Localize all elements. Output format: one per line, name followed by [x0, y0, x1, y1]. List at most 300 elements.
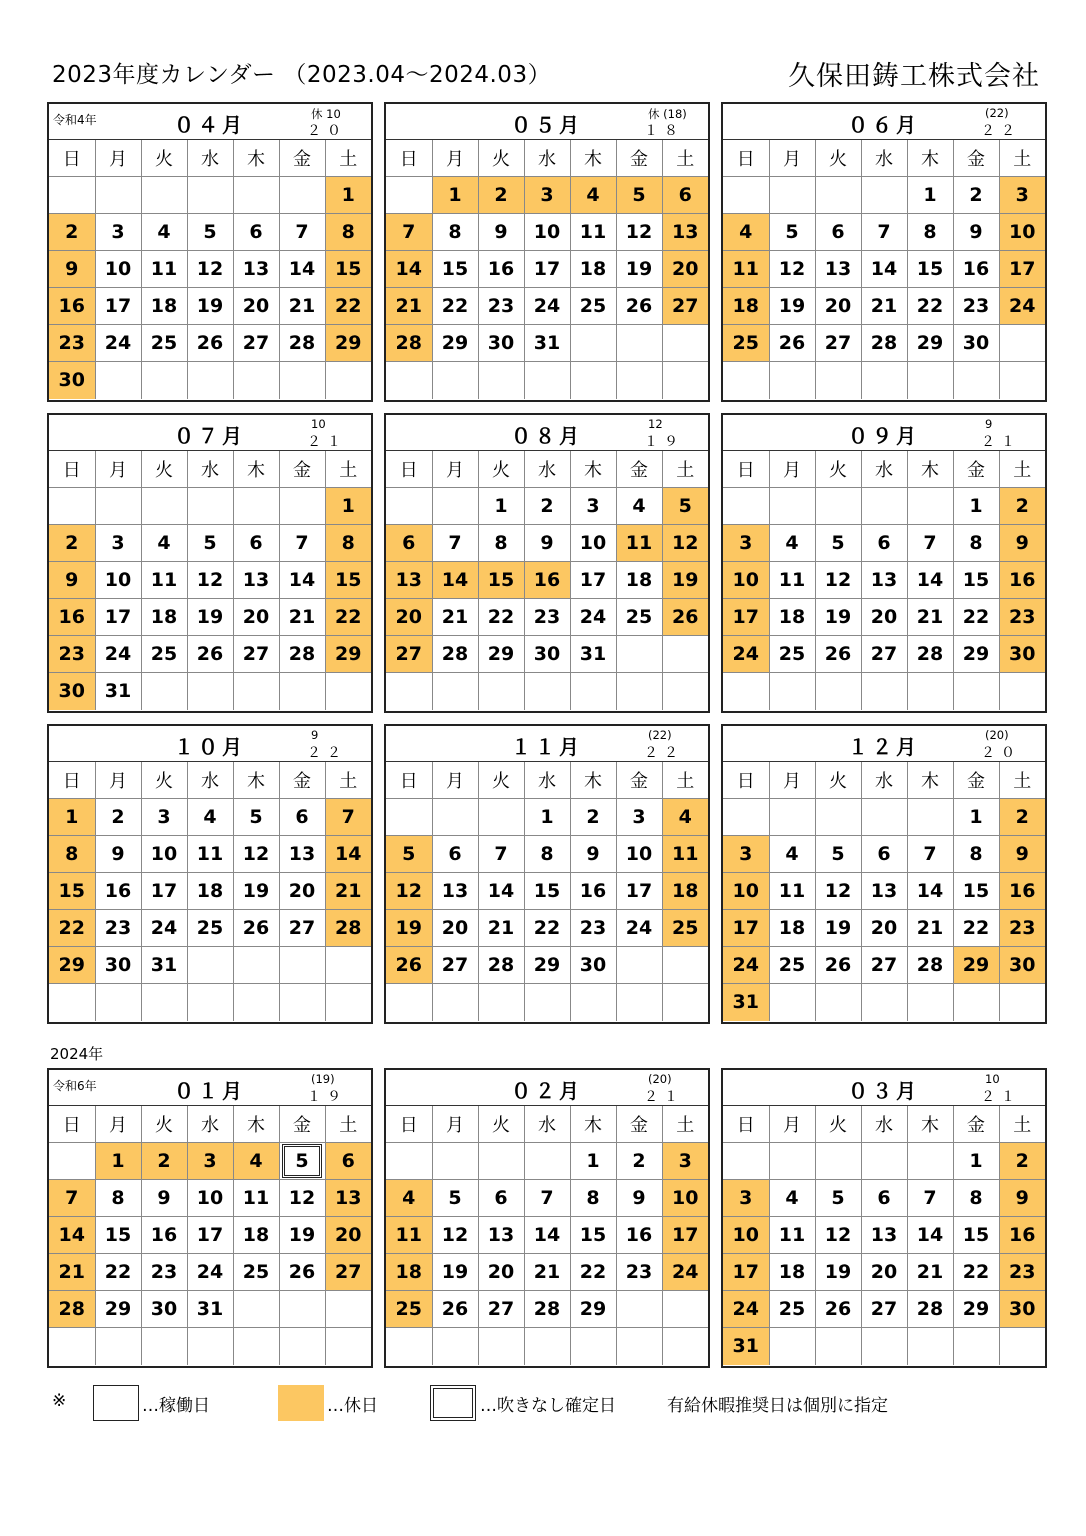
workday-cell: 13: [279, 836, 325, 873]
holiday-cell: 16: [999, 873, 1045, 910]
empty-cell: [386, 799, 432, 836]
workday-cell: 1: [953, 1143, 999, 1180]
workday-cell: 12: [815, 562, 861, 599]
empty-cell: [662, 1291, 708, 1328]
workday-cell: 21: [524, 1254, 570, 1291]
week-row: [386, 1254, 708, 1291]
month-label: ０１月: [174, 1079, 246, 1103]
workday-cell: 24: [95, 325, 141, 362]
workday-cell: 26: [815, 947, 861, 984]
workday-cell: 24: [95, 636, 141, 673]
workday-cell: 29: [478, 636, 524, 673]
week-row: [386, 562, 708, 599]
week-row: [49, 599, 371, 636]
day-count-top: (19): [311, 1072, 335, 1086]
holiday-cell: 3: [999, 177, 1045, 214]
empty-cell: [279, 488, 325, 525]
weekday-header: 日: [723, 451, 769, 488]
workday-cell: 21: [432, 599, 478, 636]
workday-cell: 18: [769, 910, 815, 947]
empty-cell: [279, 1328, 325, 1365]
workday-cell: 22: [524, 910, 570, 947]
weekday-header-row: [386, 762, 708, 799]
weekday-header: 月: [769, 451, 815, 488]
workday-cell: 7: [432, 525, 478, 562]
workday-cell: 13: [233, 251, 279, 288]
empty-cell: [570, 1328, 616, 1365]
weekday-header: 木: [570, 451, 616, 488]
empty-cell: [662, 362, 708, 399]
workday-cell: 7: [279, 525, 325, 562]
week-row: [386, 488, 708, 525]
workday-cell: 19: [616, 251, 662, 288]
holiday-cell: 11: [662, 836, 708, 873]
holiday-cell: 3: [723, 836, 769, 873]
era-label: 令和4年: [53, 113, 97, 127]
week-row: [723, 1328, 1045, 1365]
empty-cell: [907, 488, 953, 525]
empty-cell: [769, 1328, 815, 1365]
empty-cell: [723, 177, 769, 214]
holiday-cell: 3: [723, 525, 769, 562]
workday-cell: 27: [815, 325, 861, 362]
workday-cell: 8: [953, 836, 999, 873]
empty-cell: [616, 673, 662, 710]
holiday-cell: 21: [325, 873, 371, 910]
weekday-header-row: [386, 451, 708, 488]
week-row: [386, 947, 708, 984]
workday-cell: 7: [907, 525, 953, 562]
week-row: [386, 873, 708, 910]
holiday-cell: 3: [187, 1143, 233, 1180]
workday-cell: 30: [478, 325, 524, 362]
empty-cell: [723, 799, 769, 836]
legend-holiday-label: …休日: [327, 1396, 378, 1416]
workday-cell: 7: [279, 214, 325, 251]
day-count-bottom: ２２: [981, 123, 1021, 139]
empty-cell: [907, 673, 953, 710]
month-panel: [721, 724, 1047, 1024]
workday-cell: 12: [279, 1180, 325, 1217]
holiday-cell: 9: [999, 525, 1045, 562]
holiday-cell: 18: [386, 1254, 432, 1291]
workday-cell: 8: [953, 1180, 999, 1217]
empty-cell: [386, 1143, 432, 1180]
empty-cell: [141, 177, 187, 214]
week-row: [386, 1143, 708, 1180]
empty-cell: [616, 984, 662, 1021]
workday-cell: 27: [279, 910, 325, 947]
legend-mark: ※: [52, 1391, 67, 1411]
era-label: 令和6年: [53, 1079, 97, 1093]
week-row: [386, 214, 708, 251]
workday-cell: 7: [524, 1180, 570, 1217]
weekday-header: 木: [907, 1106, 953, 1143]
workday-cell: 13: [478, 1217, 524, 1254]
empty-cell: [861, 1328, 907, 1365]
month-header: [386, 726, 708, 762]
empty-cell: [187, 362, 233, 399]
week-row: [49, 947, 371, 984]
empty-cell: [570, 984, 616, 1021]
empty-cell: [999, 984, 1045, 1021]
empty-cell: [49, 488, 95, 525]
empty-cell: [325, 1291, 371, 1328]
month-header: [723, 104, 1045, 140]
empty-cell: [279, 177, 325, 214]
empty-cell: [95, 488, 141, 525]
weekday-header: 水: [187, 451, 233, 488]
workday-cell: 4: [141, 214, 187, 251]
workday-cell: 26: [187, 325, 233, 362]
holiday-cell: 16: [524, 562, 570, 599]
workday-cell: 20: [478, 1254, 524, 1291]
workday-cell: 15: [524, 873, 570, 910]
week-row: [49, 1180, 371, 1217]
holiday-cell: 5: [662, 488, 708, 525]
week-row: [723, 799, 1045, 836]
holiday-cell: 1: [95, 1143, 141, 1180]
workday-cell: 6: [861, 525, 907, 562]
holiday-cell: 27: [386, 636, 432, 673]
holiday-cell: 6: [325, 1143, 371, 1180]
empty-cell: [432, 799, 478, 836]
workday-cell: 20: [861, 599, 907, 636]
weekday-header: 土: [662, 140, 708, 177]
workday-cell: 1: [907, 177, 953, 214]
weekday-header: 火: [815, 451, 861, 488]
weekday-header: 火: [478, 140, 524, 177]
holiday-cell: 29: [325, 325, 371, 362]
workday-cell: 4: [616, 488, 662, 525]
month-header: [386, 415, 708, 451]
holiday-cell: 21: [386, 288, 432, 325]
holiday-cell: 10: [999, 214, 1045, 251]
empty-cell: [187, 1328, 233, 1365]
workday-cell: 6: [432, 836, 478, 873]
workday-cell: 31: [187, 1291, 233, 1328]
workday-cell: 17: [187, 1217, 233, 1254]
weekday-header: 月: [95, 1106, 141, 1143]
empty-cell: [524, 673, 570, 710]
workday-cell: 23: [616, 1254, 662, 1291]
weekday-header: 水: [524, 451, 570, 488]
workday-cell: 31: [524, 325, 570, 362]
empty-cell: [662, 673, 708, 710]
weekday-header: 日: [386, 140, 432, 177]
workday-cell: 26: [233, 910, 279, 947]
workday-cell: 4: [769, 836, 815, 873]
empty-cell: [999, 1328, 1045, 1365]
empty-cell: [187, 488, 233, 525]
week-row: [49, 836, 371, 873]
workday-cell: 18: [616, 562, 662, 599]
month-header: [723, 1070, 1045, 1106]
month-days-table: [723, 140, 1045, 399]
day-count-top: 休 10: [311, 107, 341, 121]
empty-cell: [815, 1143, 861, 1180]
workday-cell: 12: [815, 873, 861, 910]
empty-cell: [769, 1143, 815, 1180]
month-header: [386, 1070, 708, 1106]
empty-cell: [141, 673, 187, 710]
holiday-cell: 9: [999, 1180, 1045, 1217]
empty-cell: [279, 1291, 325, 1328]
week-row: [49, 288, 371, 325]
week-row: [49, 251, 371, 288]
workday-cell: 12: [187, 562, 233, 599]
holiday-cell: 17: [723, 599, 769, 636]
weekday-header: 土: [662, 451, 708, 488]
empty-cell: [723, 1143, 769, 1180]
workday-cell: 4: [187, 799, 233, 836]
day-count-top: 休 (18): [648, 107, 687, 121]
legend-note: 有給休暇推奨日は個別に指定: [667, 1396, 888, 1416]
day-count-bottom: ２１: [644, 1089, 684, 1105]
empty-cell: [815, 1328, 861, 1365]
empty-cell: [478, 799, 524, 836]
workday-cell: 26: [815, 636, 861, 673]
month-header: [49, 1070, 371, 1106]
workday-cell: 27: [478, 1291, 524, 1328]
empty-cell: [524, 362, 570, 399]
workday-cell: 21: [907, 599, 953, 636]
workday-cell: 13: [861, 1217, 907, 1254]
week-row: [386, 525, 708, 562]
empty-cell: [723, 488, 769, 525]
weekday-header: 金: [616, 140, 662, 177]
holiday-cell: 13: [325, 1180, 371, 1217]
empty-cell: [907, 799, 953, 836]
weekday-header-row: [386, 1106, 708, 1143]
day-count-bottom: ２０: [981, 745, 1021, 761]
empty-cell: [769, 799, 815, 836]
workday-cell: 9: [570, 836, 616, 873]
workday-cell: 21: [907, 910, 953, 947]
workday-cell: 23: [953, 288, 999, 325]
workday-cell: 14: [279, 562, 325, 599]
empty-cell: [432, 673, 478, 710]
holiday-cell: 15: [325, 562, 371, 599]
empty-cell: [325, 1328, 371, 1365]
holiday-cell: 2: [999, 488, 1045, 525]
weekday-header: 月: [769, 1106, 815, 1143]
month-header: [49, 104, 371, 140]
month-header: [386, 104, 708, 140]
weekday-header-row: [49, 762, 371, 799]
workday-cell: 16: [953, 251, 999, 288]
weekday-header: 木: [233, 451, 279, 488]
workday-cell: 6: [478, 1180, 524, 1217]
empty-cell: [432, 1328, 478, 1365]
empty-cell: [49, 1143, 95, 1180]
weekday-header: 月: [432, 451, 478, 488]
month-days-table: [49, 140, 371, 399]
week-row: [49, 673, 371, 710]
holiday-cell: 16: [999, 1217, 1045, 1254]
empty-cell: [478, 984, 524, 1021]
holiday-cell: 30: [999, 1291, 1045, 1328]
day-count-top: 9: [985, 417, 993, 431]
workday-cell: 1: [478, 488, 524, 525]
workday-cell: 11: [570, 214, 616, 251]
empty-cell: [325, 362, 371, 399]
legend-workday-label: …稼働日: [142, 1396, 210, 1416]
weekday-header: 金: [279, 1106, 325, 1143]
month-panel: [721, 413, 1047, 713]
weekday-header: 土: [662, 1106, 708, 1143]
weekday-header: 水: [861, 451, 907, 488]
week-row: [49, 177, 371, 214]
holiday-cell: 10: [723, 1217, 769, 1254]
week-row: [723, 525, 1045, 562]
workday-cell: 19: [432, 1254, 478, 1291]
workday-cell: 2: [524, 488, 570, 525]
workday-cell: 11: [233, 1180, 279, 1217]
workday-cell: 5: [815, 525, 861, 562]
workday-cell: 3: [616, 799, 662, 836]
holiday-cell: 9: [49, 562, 95, 599]
empty-cell: [570, 362, 616, 399]
empty-cell: [723, 362, 769, 399]
workday-cell: 3: [141, 799, 187, 836]
weekday-header: 水: [524, 140, 570, 177]
workday-cell: 20: [861, 910, 907, 947]
workday-cell: 29: [907, 325, 953, 362]
week-row: [386, 599, 708, 636]
day-count-top: (20): [648, 1072, 672, 1086]
workday-cell: 22: [432, 288, 478, 325]
workday-cell: 8: [907, 214, 953, 251]
day-count-top: 9: [311, 728, 319, 742]
empty-cell: [999, 362, 1045, 399]
weekday-header-row: [386, 140, 708, 177]
weekday-header: 月: [95, 762, 141, 799]
holiday-cell: 27: [662, 288, 708, 325]
empty-cell: [861, 488, 907, 525]
workday-cell: 28: [907, 636, 953, 673]
empty-cell: [953, 362, 999, 399]
weekday-header: 木: [233, 762, 279, 799]
empty-cell: [325, 947, 371, 984]
holiday-cell: 3: [723, 1180, 769, 1217]
day-count-bottom: ２１: [981, 434, 1021, 450]
workday-cell: 10: [141, 836, 187, 873]
holiday-cell: 13: [662, 214, 708, 251]
empty-cell: [616, 325, 662, 362]
empty-cell: [616, 1291, 662, 1328]
holiday-cell: 8: [325, 525, 371, 562]
workday-cell: 12: [187, 251, 233, 288]
empty-cell: [141, 984, 187, 1021]
week-row: [386, 251, 708, 288]
empty-cell: [570, 325, 616, 362]
workday-cell: 6: [233, 525, 279, 562]
empty-cell: [49, 984, 95, 1021]
holiday-cell: 7: [325, 799, 371, 836]
month-label: １２月: [848, 735, 920, 759]
week-row: [723, 177, 1045, 214]
workday-cell: 18: [570, 251, 616, 288]
empty-cell: [815, 984, 861, 1021]
day-count-top: (22): [648, 728, 672, 742]
workday-cell: 30: [570, 947, 616, 984]
legend-holiday-swatch: [278, 1385, 324, 1421]
holiday-cell: 17: [999, 251, 1045, 288]
week-row: [723, 1143, 1045, 1180]
workday-cell: 12: [432, 1217, 478, 1254]
holiday-cell: 20: [662, 251, 708, 288]
workday-cell: 19: [815, 1254, 861, 1291]
weekday-header: 金: [279, 140, 325, 177]
day-count-top: 10: [311, 417, 326, 431]
week-row: [723, 873, 1045, 910]
workday-cell: 15: [432, 251, 478, 288]
holiday-cell: 4: [723, 214, 769, 251]
day-count-top: (22): [985, 106, 1009, 120]
workday-cell: 26: [815, 1291, 861, 1328]
weekday-header: 金: [953, 140, 999, 177]
workday-cell: 8: [570, 1180, 616, 1217]
week-row: [386, 636, 708, 673]
holiday-cell: 18: [662, 873, 708, 910]
workday-cell: 1: [953, 799, 999, 836]
workday-cell: 28: [861, 325, 907, 362]
workday-cell: 25: [616, 599, 662, 636]
workday-cell: 13: [233, 562, 279, 599]
weekday-header: 火: [141, 451, 187, 488]
weekday-header: 火: [815, 1106, 861, 1143]
week-row: [723, 1254, 1045, 1291]
month-days-table: [49, 451, 371, 710]
holiday-cell: 14: [325, 836, 371, 873]
workday-cell: 10: [95, 562, 141, 599]
holiday-cell: 28: [325, 910, 371, 947]
empty-cell: [907, 1143, 953, 1180]
empty-cell: [953, 984, 999, 1021]
week-row: [49, 362, 371, 399]
workday-cell: 13: [861, 562, 907, 599]
weekday-header: 木: [907, 140, 953, 177]
day-count-top: (20): [985, 728, 1009, 742]
workday-cell: 30: [95, 947, 141, 984]
holiday-cell: 22: [49, 910, 95, 947]
week-row: [723, 836, 1045, 873]
holiday-cell: 30: [999, 947, 1045, 984]
holiday-cell: 9: [49, 251, 95, 288]
week-row: [49, 636, 371, 673]
month-label: ０４月: [174, 113, 246, 137]
workday-cell: 18: [769, 1254, 815, 1291]
weekday-header: 土: [999, 762, 1045, 799]
weekday-header: 木: [907, 762, 953, 799]
empty-cell: [325, 673, 371, 710]
holiday-cell: 5: [616, 177, 662, 214]
workday-cell: 22: [953, 910, 999, 947]
workday-cell: 24: [570, 599, 616, 636]
workday-cell: 25: [141, 636, 187, 673]
workday-cell: 22: [953, 599, 999, 636]
workday-cell: 14: [907, 873, 953, 910]
workday-cell: 8: [95, 1180, 141, 1217]
weekday-header: 水: [187, 762, 233, 799]
week-row: [723, 984, 1045, 1021]
holiday-cell: 21: [49, 1254, 95, 1291]
holiday-cell: 2: [478, 177, 524, 214]
workday-cell: 10: [187, 1180, 233, 1217]
empty-cell: [233, 177, 279, 214]
weekday-header: 金: [616, 451, 662, 488]
